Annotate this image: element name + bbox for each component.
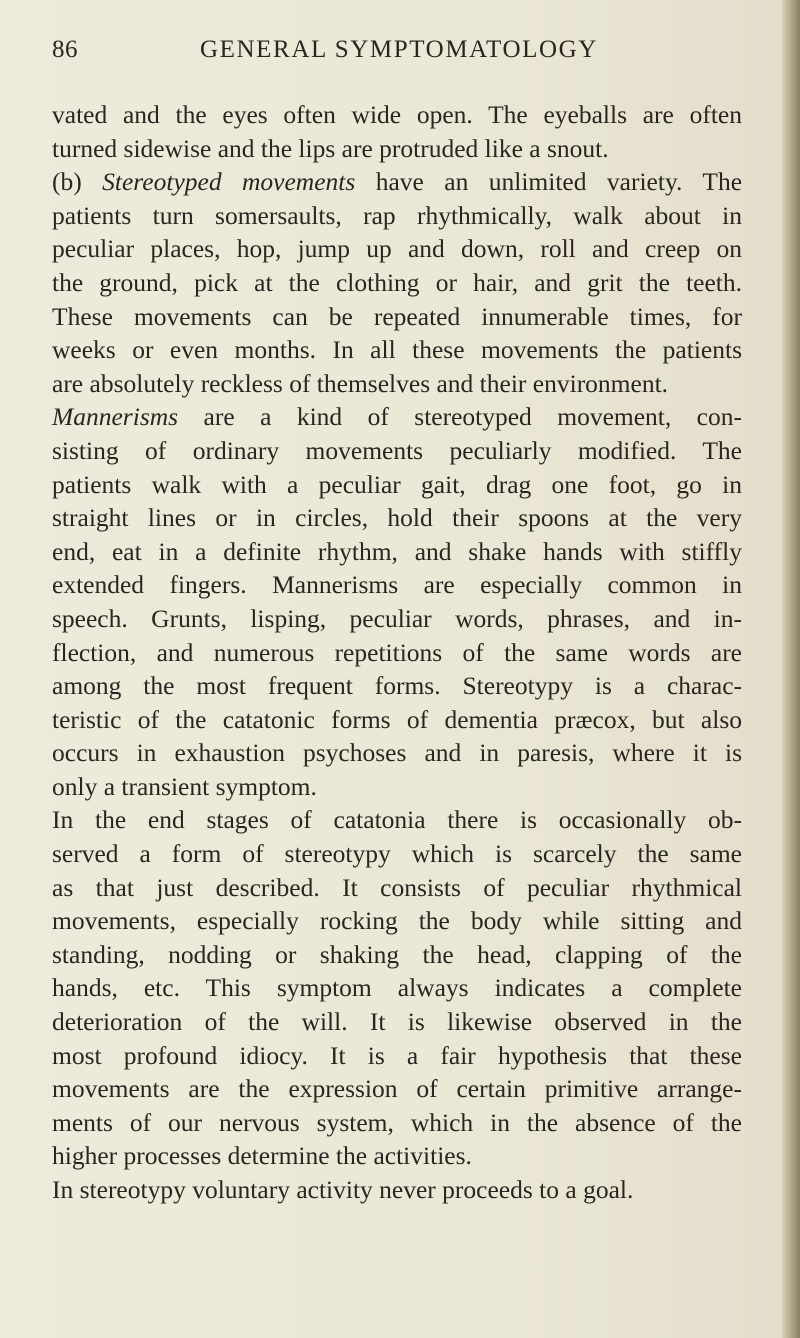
line-text: among the most frequent forms. Stereotypy is a charac-	[52, 671, 742, 701]
line-text: vated and the eyes often wide open. The eyeballs are often	[52, 100, 742, 129]
line-text: end, eat in a definite rhythm, and shake hands with stiffly	[52, 536, 742, 566]
text-line	[52, 132, 742, 166]
italic-term: Stereotyped movements	[102, 167, 356, 197]
text-line	[52, 232, 742, 266]
text-line	[52, 803, 742, 837]
italic-term: Mannerisms	[52, 402, 179, 432]
line-text: movements are the expression of certain primitive arrange-	[52, 1074, 742, 1104]
text-line	[52, 333, 742, 367]
text-line	[52, 770, 742, 804]
line-text: as that just described. It consists of peculiar rhythmical	[52, 872, 742, 902]
text-line	[52, 1039, 742, 1073]
line-text: the ground, pick at the clothing or hair, and grit the teeth.	[52, 267, 742, 297]
text-line	[52, 367, 742, 401]
text-line	[52, 837, 742, 871]
line-text: flection, and numerous repetitions of the same words are	[52, 637, 742, 667]
body-text	[52, 98, 742, 1207]
line-text: straight lines or in circles, hold their spoons at the very	[52, 503, 742, 533]
text-line	[52, 165, 742, 199]
line-text: turned sidewise and the lips are protruded like a snout.	[52, 133, 609, 163]
line-text: patients turn somersaults, rap rhythmically, walk about in	[52, 200, 742, 230]
text-line	[52, 199, 742, 233]
line-text: teristic of the catatonic forms of dementia præcox, but also	[52, 704, 742, 734]
line-text: most profound idiocy. It is a fair hypothesis that these	[52, 1040, 742, 1070]
text-line	[52, 300, 742, 334]
text-line	[52, 1139, 742, 1173]
line-text: sisting of ordinary movements peculiarly modified. The	[52, 435, 742, 465]
text-line	[52, 98, 742, 132]
line-text: ments of our nervous system, which in the absence of the	[52, 1107, 742, 1137]
line-text: speech. Grunts, lisping, peculiar words, phrases, and in-	[52, 603, 742, 633]
text-line	[52, 434, 742, 468]
text-line	[52, 736, 742, 770]
line-text: peculiar places, hop, jump up and down, roll and creep on	[52, 234, 742, 264]
text-line	[52, 468, 742, 502]
page-number: 86	[52, 36, 78, 63]
text-line	[52, 568, 742, 602]
text-line	[52, 400, 742, 434]
line-text: occurs in exhaustion psychoses and in paresis, where it is	[52, 738, 742, 768]
text-line	[52, 938, 742, 972]
text-line	[52, 904, 742, 938]
text-line	[52, 1072, 742, 1106]
line-text: have an unlimited variety. The	[355, 167, 743, 197]
text-line	[52, 703, 742, 737]
text-line	[52, 1173, 742, 1207]
line-text: hands, etc. This symptom always indicates a complete	[52, 973, 742, 1003]
text-line	[52, 1106, 742, 1140]
text-line	[52, 602, 742, 636]
line-text: These movements can be repeated innumerable times, for	[52, 301, 742, 331]
text-line	[52, 535, 742, 569]
line-text: patients walk with a peculiar gait, drag one foot, go in	[52, 469, 742, 499]
line-text: are a kind of stereotyped movement, con-	[178, 402, 742, 432]
line-text: In the end stages of catatonia there is occasionally ob-	[52, 805, 742, 835]
line-text: served a form of stereotypy which is scarcely the same	[52, 839, 742, 869]
line-text: higher processes determine the activities.	[52, 1141, 472, 1171]
line-text: In stereotypy voluntary activity never proceeds to a goal.	[52, 1175, 634, 1204]
line-text: standing, nodding or shaking the head, clapping of the	[52, 939, 742, 969]
line-text: extended fingers. Mannerisms are especially common in	[52, 570, 742, 600]
page-header	[52, 36, 752, 68]
line-text: movements, especially rocking the body while sitting and	[52, 906, 742, 936]
line-text: deterioration of the will. It is likewise observed in the	[52, 1007, 742, 1037]
running-head: GENERAL SYMPTOMATOLOGY	[200, 36, 598, 63]
page-binding-edge	[782, 0, 800, 1338]
line-text: only a transient symptom.	[52, 771, 317, 801]
text-line	[52, 636, 742, 670]
text-line	[52, 669, 742, 703]
line-text: are absolutely reckless of themselves and their environment.	[52, 368, 669, 398]
text-line	[52, 1005, 742, 1039]
line-text: weeks or even months. In all these movements the patients	[52, 335, 742, 365]
text-line	[52, 971, 742, 1005]
text-line	[52, 266, 742, 300]
text-line	[52, 501, 742, 535]
text-line	[52, 871, 742, 905]
line-prefix: (b)	[52, 167, 103, 197]
